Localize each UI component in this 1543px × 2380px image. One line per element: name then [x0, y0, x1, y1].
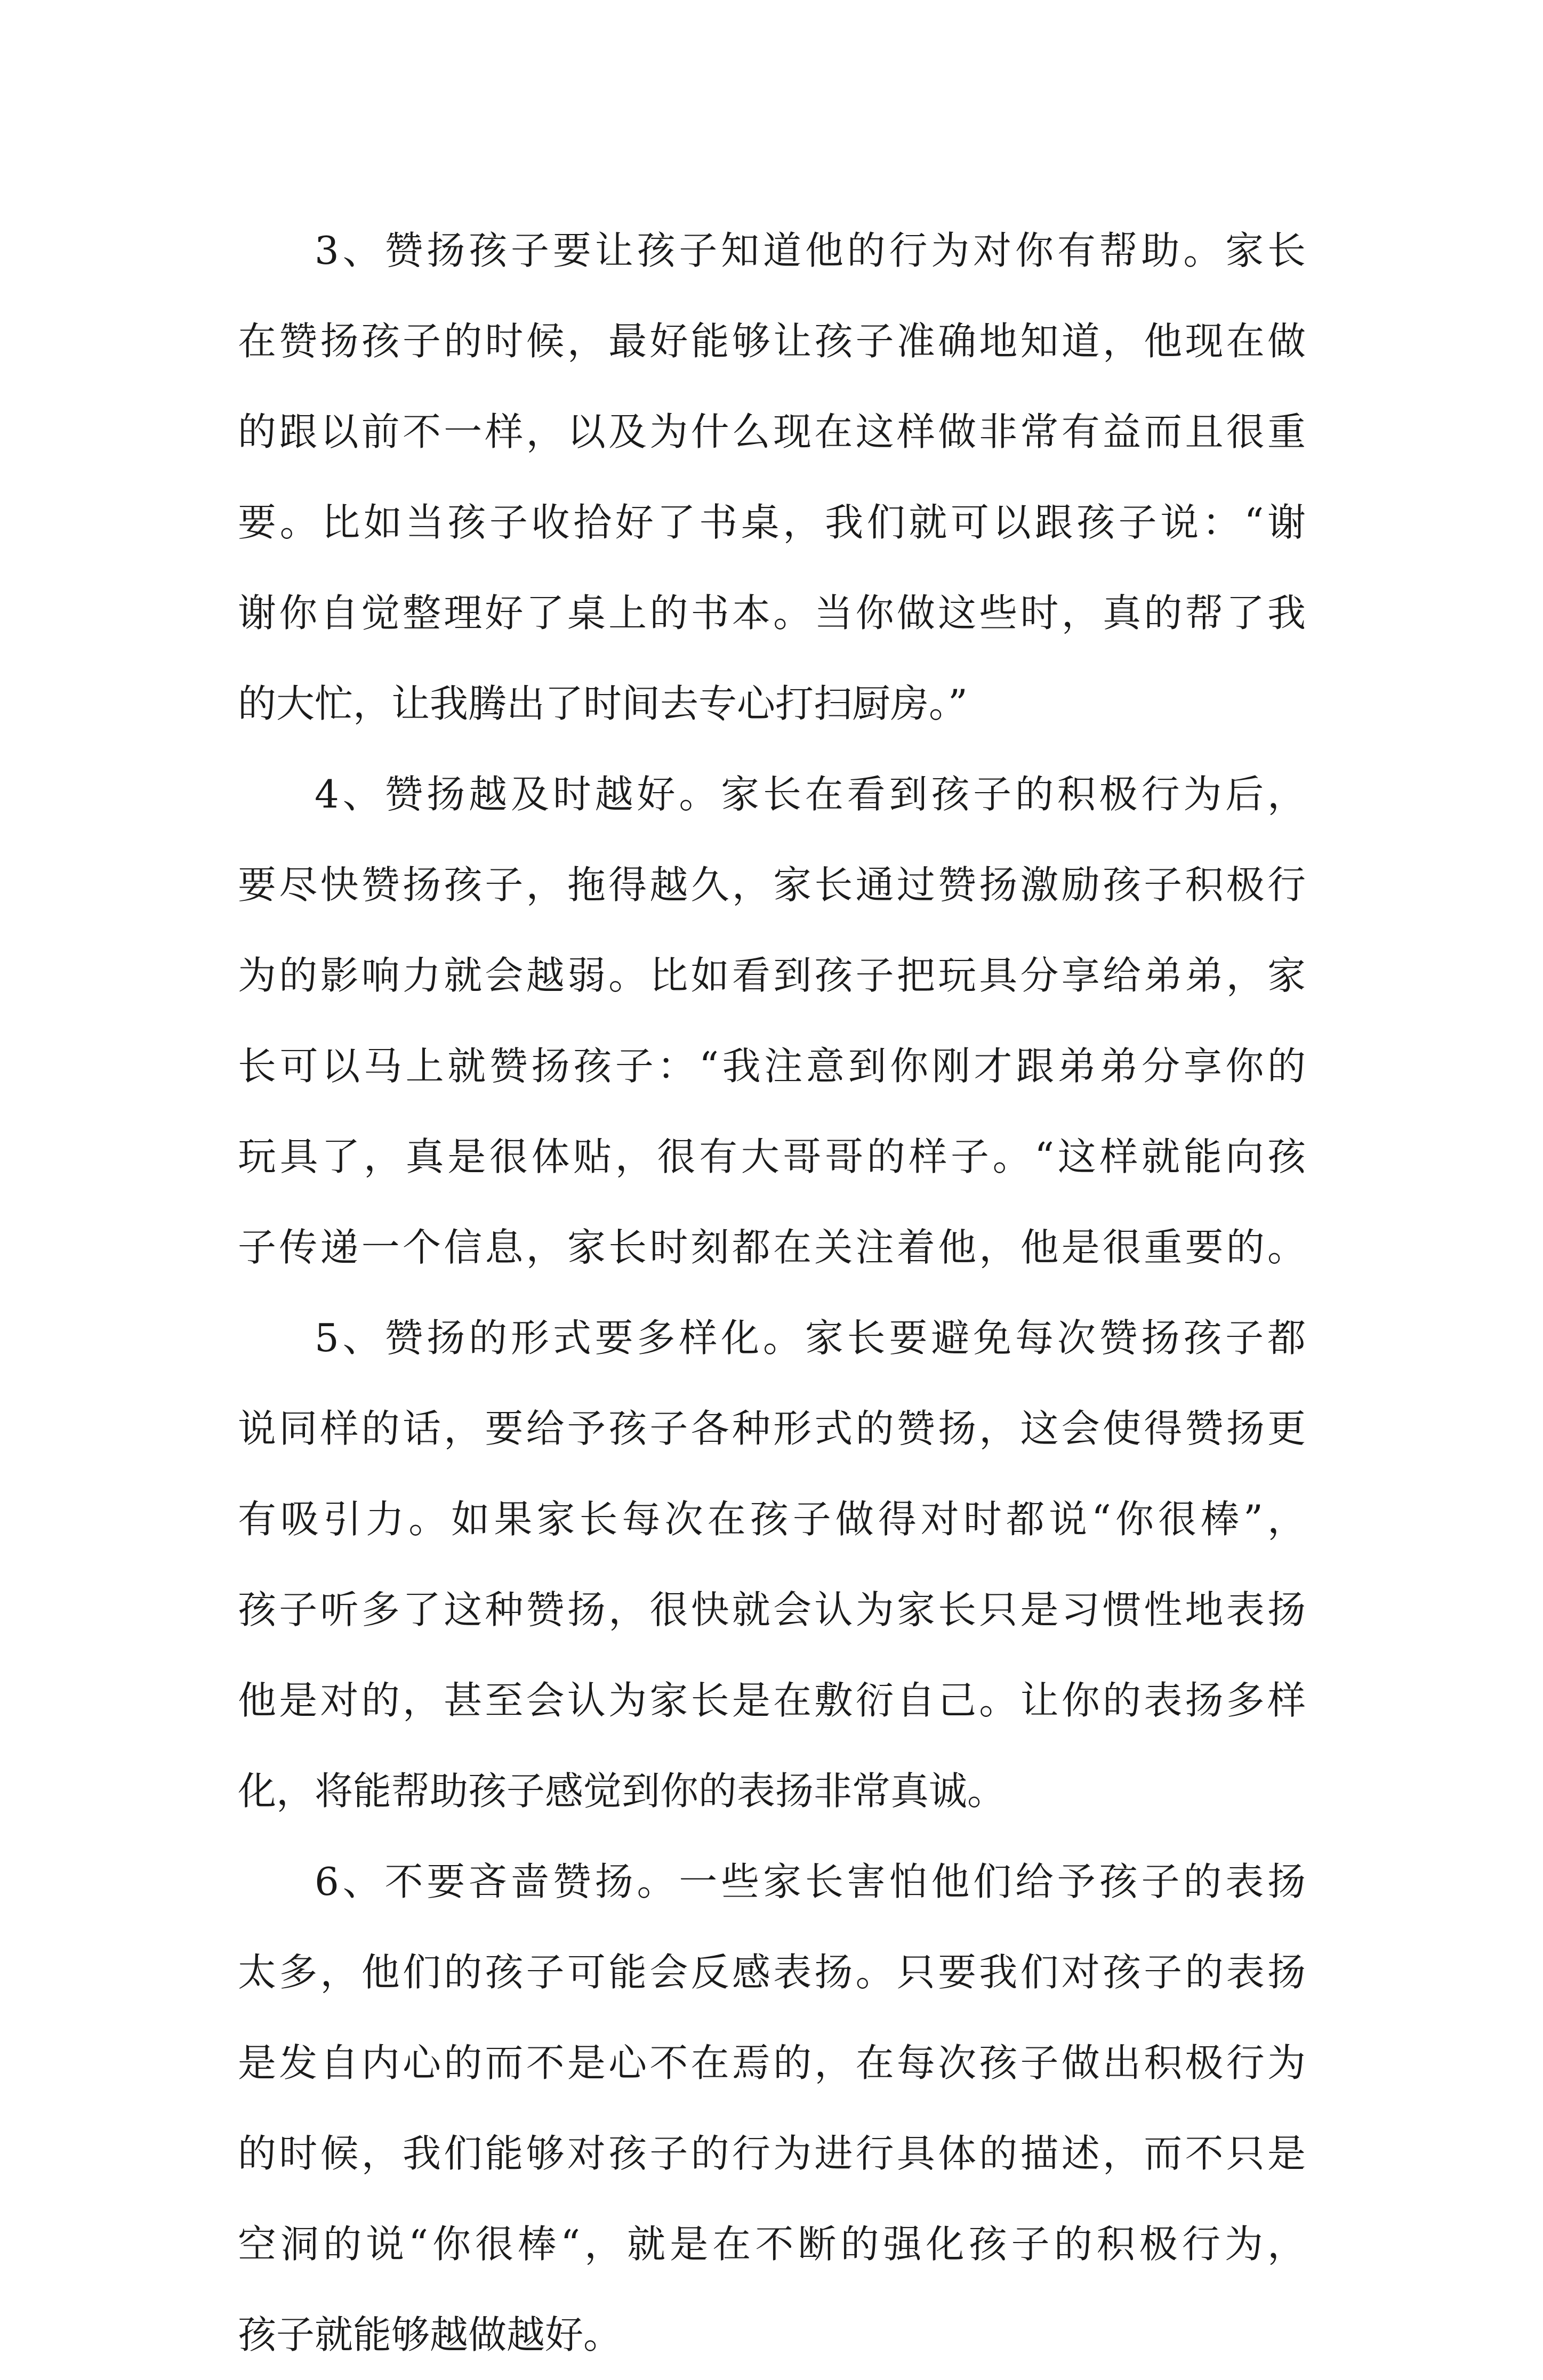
text-line: 4、赞扬越及时越好。家长在看到孩子的积极行为后，: [315, 772, 1306, 817]
text-line: 他是对的，甚至会认为家长是在敷衍自己。让你的表扬多样: [238, 1678, 1306, 1723]
text-line: 说同样的话，要给予孩子各种形式的赞扬，这会使得赞扬更: [238, 1406, 1306, 1451]
text-line: 6、不要吝啬赞扬。一些家长害怕他们给予孩子的表扬: [315, 1859, 1306, 1904]
paragraph-3-praise-helpful: [238, 205, 1306, 749]
text-line: 是发自内心的而不是心不在焉的，在每次孩子做出积极行为: [238, 2040, 1306, 2085]
text-line: 有吸引力。如果家长每次在孩子做得对时都说“你很棒”，: [238, 1497, 1306, 1542]
text-line: 要尽快赞扬孩子，拖得越久，家长通过赞扬激励孩子积极行: [238, 862, 1306, 907]
text-line: 为的影响力就会越弱。比如看到孩子把玩具分享给弟弟，家: [238, 953, 1306, 998]
text-line: 5、赞扬的形式要多样化。家长要避免每次赞扬孩子都: [315, 1316, 1306, 1360]
document-body: [238, 205, 1306, 2380]
text-line: 的跟以前不一样，以及为什么现在这样做非常有益而且很重: [238, 409, 1306, 454]
text-line: 谢你自觉整理好了桌上的书本。当你做这些时，真的帮了我: [238, 591, 1306, 635]
text-line: 的大忙，让我腾出了时间去专心打扫厨房。”: [238, 681, 968, 726]
text-line: 的时候，我们能够对孩子的行为进行具体的描述，而不只是: [238, 2131, 1306, 2176]
text-line: 化，将能帮助孩子感觉到你的表扬非常真诚。: [238, 1769, 1006, 1813]
text-line: 要。比如当孩子收拾好了书桌，我们就可以跟孩子说：“谢: [238, 500, 1306, 545]
paragraph-5-praise-varied: [238, 1293, 1306, 1836]
text-line: 在赞扬孩子的时候，最好能够让孩子准确地知道，他现在做: [238, 319, 1306, 364]
text-line: 太多，他们的孩子可能会反感表扬。只要我们对孩子的表扬: [238, 1950, 1306, 1995]
text-line: 长可以马上就赞扬孩子：“我注意到你刚才跟弟弟分享你的: [238, 1044, 1306, 1088]
paragraph-6-praise-generous: [238, 1836, 1306, 2380]
text-line: 空洞的说“你很棒“，就是在不断的强化孩子的积极行为，: [238, 2222, 1306, 2266]
text-line: 孩子就能够越做越好。: [238, 2312, 622, 2357]
paragraph-4-praise-timely: [238, 749, 1306, 1293]
text-line: 孩子听多了这种赞扬，很快就会认为家长只是习惯性地表扬: [238, 1587, 1306, 1632]
text-line: 玩具了，真是很体贴，很有大哥哥的样子。“这样就能向孩: [238, 1134, 1306, 1179]
text-line: 3、赞扬孩子要让孩子知道他的行为对你有帮助。家长: [315, 228, 1306, 273]
text-line: 子传递一个信息，家长时刻都在关注着他，他是很重要的。: [238, 1225, 1306, 1270]
